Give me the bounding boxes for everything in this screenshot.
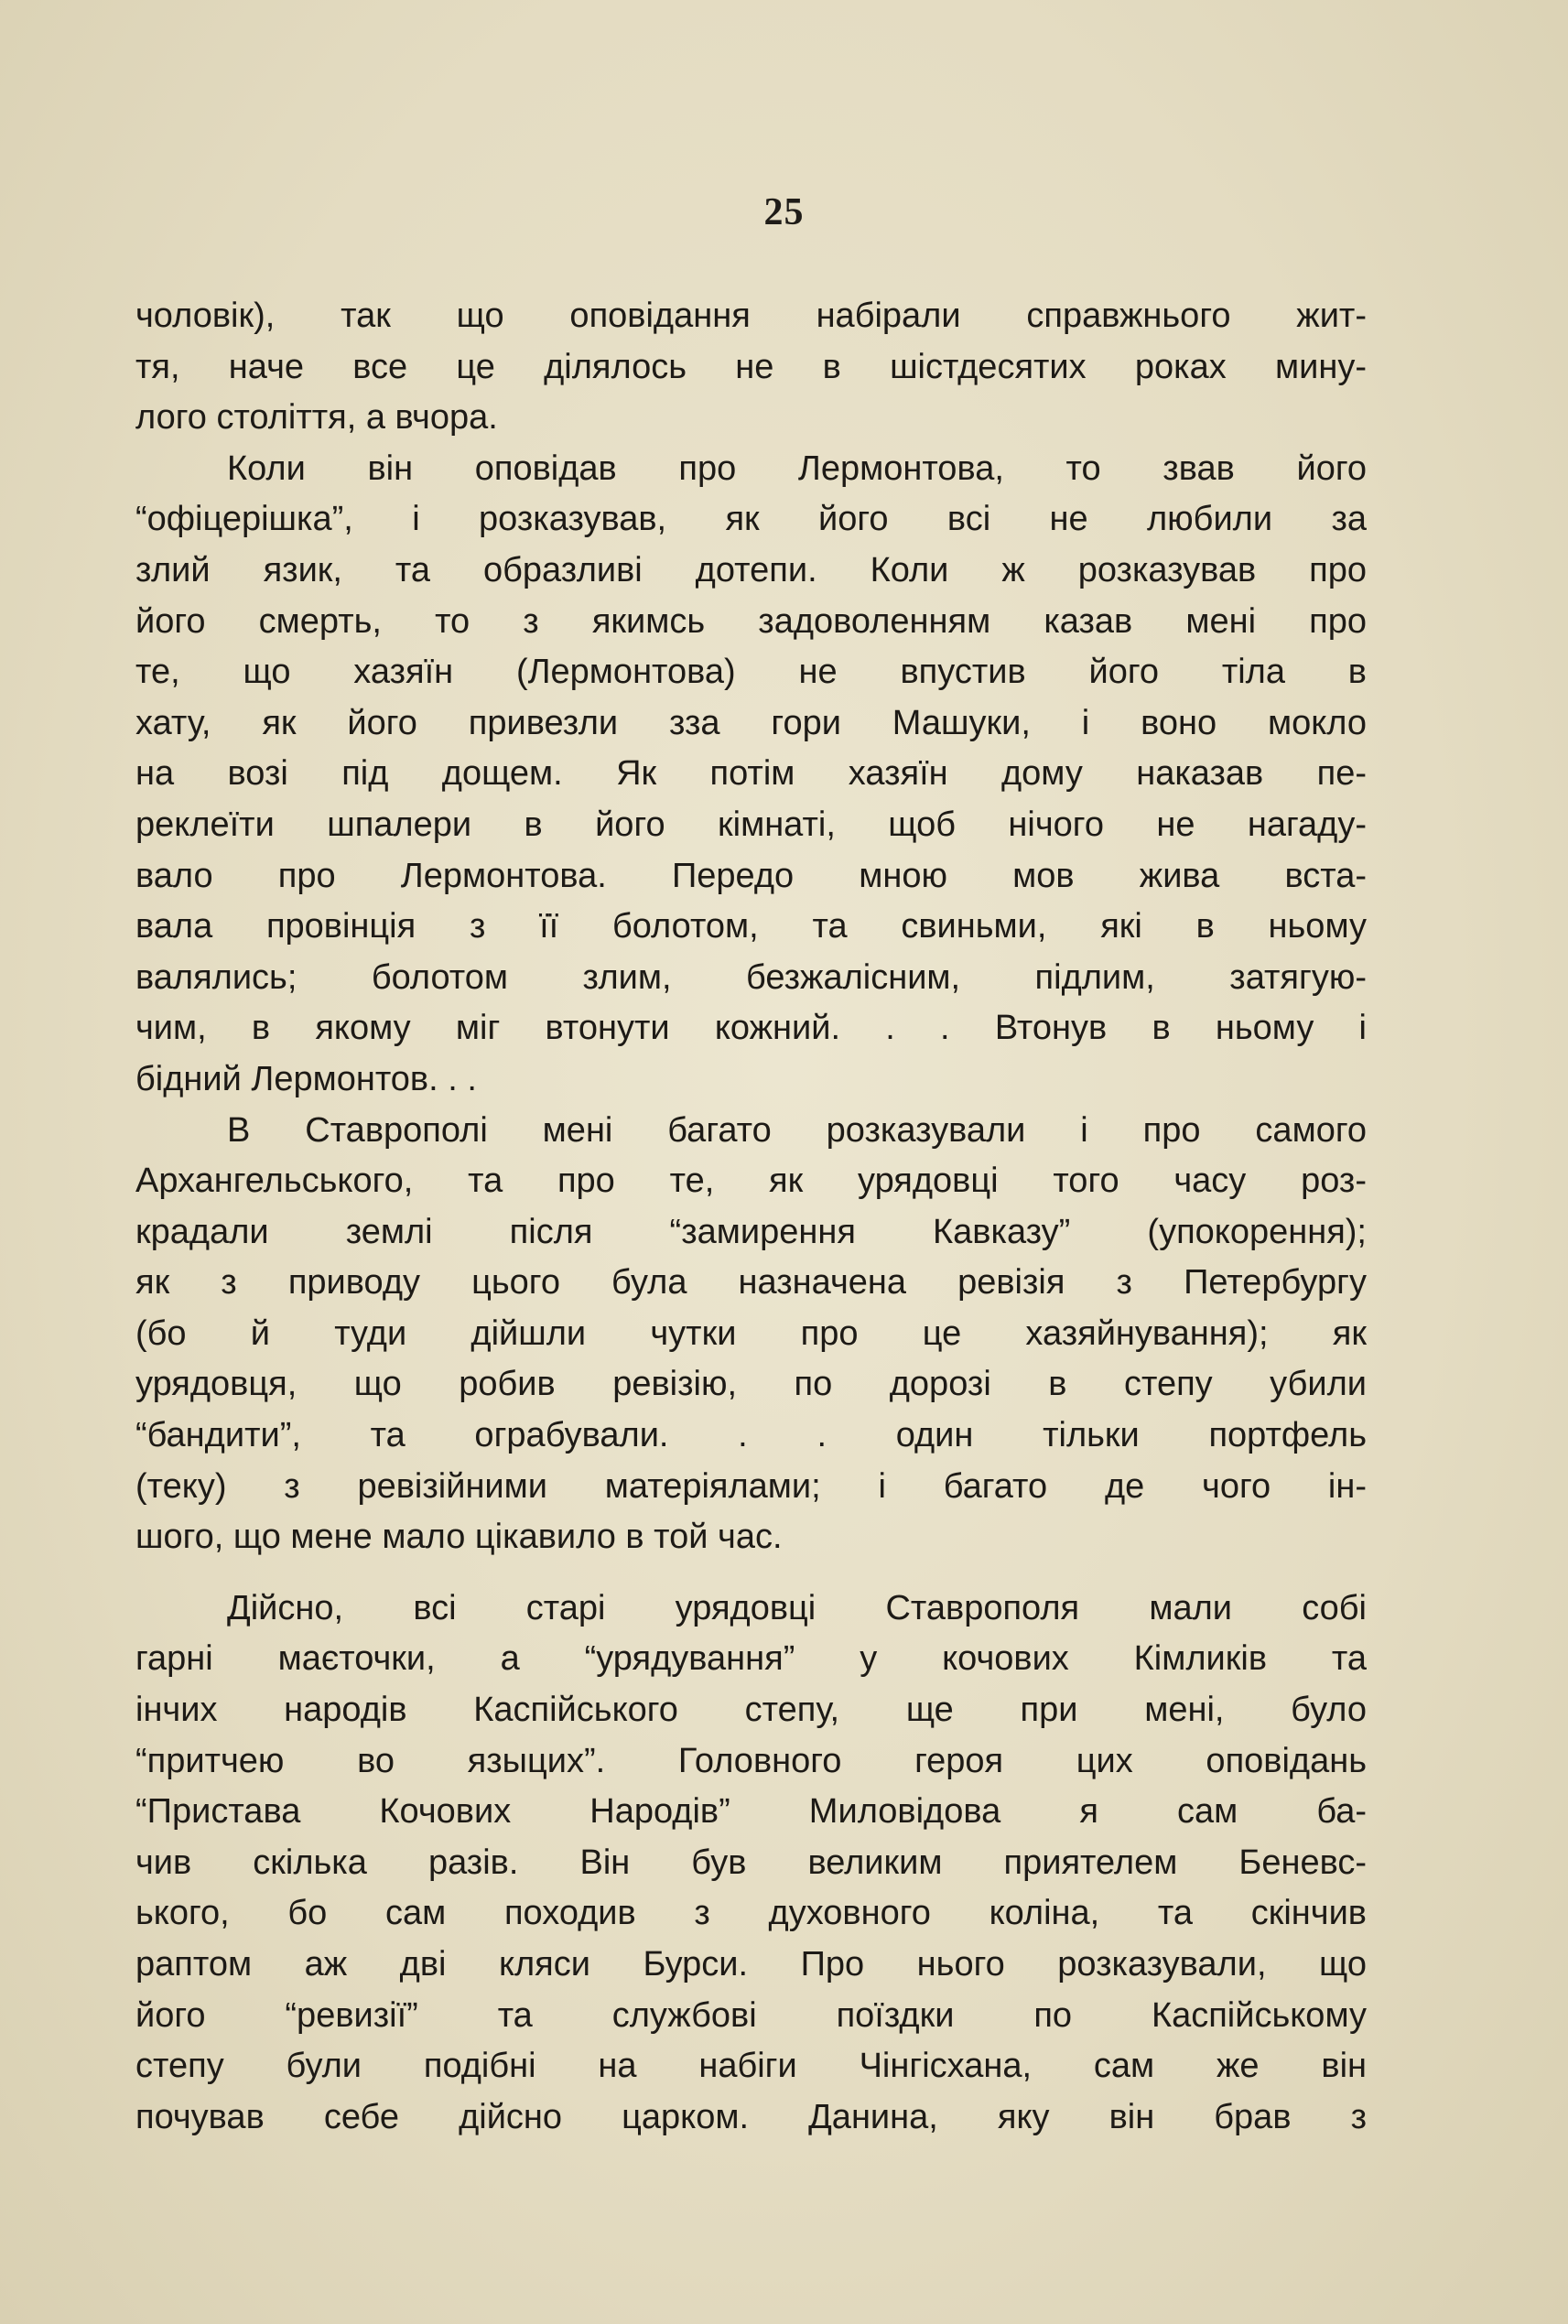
page-number: 25 [763, 191, 805, 233]
text-line: бідний Лермонтов. . . [135, 1059, 477, 1098]
text-line: як з приводу цього була назначена ревізія з Петербургу [135, 1263, 1367, 1303]
text-line: “офіцерішка”, і розказував, як його всі не любили за [135, 500, 1367, 539]
text-line: “притчею во языцих”. Головного героя цих оповідань [135, 1741, 1367, 1780]
text-line: те, що хазяїн (Лермонтова) не впустив його тіла в [135, 653, 1367, 692]
text-line: “бандити”, та ограбували. . . один тільки портфель [135, 1416, 1367, 1455]
text-line: ького, бо сам походив з духовного коліна, та скінчив [135, 1894, 1367, 1933]
text-line: В Ставрополі мені багато розказували і про самого [227, 1110, 1367, 1150]
paragraph [135, 291, 1367, 444]
text-line: шого, що мене мало цікавило в той час. [135, 1518, 783, 1557]
paragraph [135, 1106, 1367, 1563]
paragraph [135, 444, 1367, 1106]
text-line: крадали землі після “замирення Кавказу” (упокорення); [135, 1212, 1367, 1251]
text-line: (бо й туди дійшли чутки про це хазяйнування); як [135, 1313, 1367, 1353]
text-line: на возі під дощем. Як потім хазяїн дому наказав пе- [135, 754, 1367, 794]
text-line: тя, наче все це ділялось не в шістдесятих роках мину- [135, 347, 1367, 386]
body-text [135, 291, 1367, 2143]
text-line: Дійсно, всі старі урядовці Ставрополя мали собі [227, 1588, 1367, 1627]
text-line: лого століття, а вчора. [135, 398, 498, 438]
paragraph-gap [135, 1563, 1367, 1584]
text-line: гарні маєточки, а “урядування” у кочових Кімликів та [135, 1639, 1367, 1679]
text-line: Архангельського, та про те, як урядовці того часу роз- [135, 1162, 1367, 1201]
text-line: степу були подібні на набіги Чінгісхана, сам же він [135, 2047, 1367, 2086]
text-line: почував себе дійсно царком. Данина, яку він брав з [135, 2097, 1367, 2136]
text-line: інчих народів Каспійського степу, ще при мені, було [135, 1691, 1367, 1730]
text-line: реклеїти шпалери в його кімнаті, щоб нічого не нагаду- [135, 805, 1367, 844]
text-line: урядовця, що робив ревізію, по дорозі в степу убили [135, 1365, 1367, 1404]
text-line: чоловік), так що оповідання набірали справжнього жит- [135, 297, 1367, 335]
text-line: Коли він оповідав про Лермонтова, то звав його [227, 449, 1367, 488]
text-line: (теку) з ревізійними матеріялами; і багато де чого ін- [135, 1466, 1367, 1506]
text-line: раптом аж дві кляси Бурси. Про нього розказували, що [135, 1945, 1367, 1984]
text-line: вало про Лермонтова. Передо мною мов жива вста- [135, 856, 1367, 895]
text-line: його смерть, то з якимсь задоволенням казав мені про [135, 601, 1367, 641]
text-line: “Пристава Кочових Народів” Миловідова я сам ба- [135, 1792, 1367, 1832]
text-line: хату, як його привезли зза гори Машуки, і воно мокло [135, 703, 1367, 742]
text-line: чим, в якому міг втонути кожний. . . Втонув в ньому і [135, 1009, 1367, 1048]
paragraph [135, 1584, 1367, 2144]
text-line: чив скілька разів. Він був великим приятелем Беневс- [135, 1843, 1367, 1882]
text-line: валялись; болотом злим, безжалісним, підлим, затягую- [135, 957, 1367, 997]
text-line: злий язик, та образливі дотепи. Коли ж розказував про [135, 550, 1367, 589]
text-line: вала провінція з її болотом, та свиньми, які в ньому [135, 907, 1367, 946]
text-line: його “ревизії” та службові поїздки по Каспійському [135, 1995, 1367, 2035]
